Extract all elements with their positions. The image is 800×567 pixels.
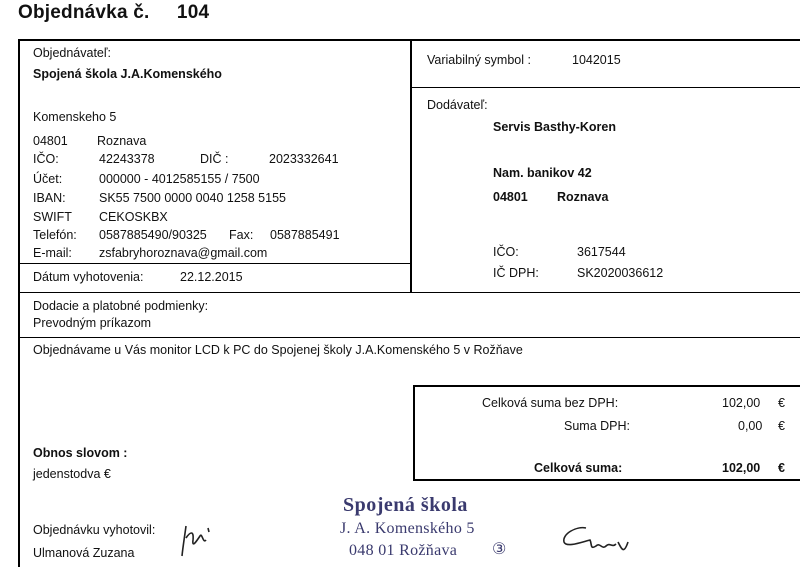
frame-mid <box>410 39 412 293</box>
stamp-street: J. A. Komenského 5 <box>340 520 475 537</box>
in-words-value: jedenstodva € <box>33 467 111 481</box>
orderer-swift: CEKOSKBX <box>99 210 168 224</box>
supplier-icdph-label: IČ DPH: <box>493 266 539 280</box>
orderer-phone-label: Telefón: <box>33 228 77 242</box>
grand-total-currency: € <box>778 461 785 475</box>
order-title <box>18 2 209 24</box>
issuer-signature-icon <box>176 518 216 558</box>
supplier-zip: 04801 <box>493 190 528 204</box>
orderer-dic-label: DIČ : <box>200 152 229 166</box>
orderer-iban-label: IBAN: <box>33 191 66 205</box>
orderer-fax: 0587885491 <box>270 228 340 242</box>
order-title-label: Objednávka č. <box>18 2 150 23</box>
supplier-icdph: SK2020036612 <box>577 266 664 280</box>
line-body <box>18 337 800 338</box>
vat-label: Suma DPH: <box>564 419 630 433</box>
terms-label: Dodacie a platobné podmienky: <box>33 299 209 313</box>
orderer-dic: 2023332641 <box>269 152 339 166</box>
order-body-text: Objednávame u Vás monitor LCD k PC do Spojenej školy J.A.Komenského 5 v Rožňave <box>33 343 523 357</box>
orderer-ico-label: IČO: <box>33 152 59 166</box>
stamp-name: Spojená škola <box>343 494 468 516</box>
orderer-email-label: E-mail: <box>33 246 72 260</box>
orderer-zip: 04801 <box>33 134 68 148</box>
supplier-ico: 3617544 <box>577 245 626 259</box>
supplier-street: Nam. banikov 42 <box>493 166 592 180</box>
in-words-label: Obnos slovom : <box>33 446 128 460</box>
orderer-fax-label: Fax: <box>229 228 254 242</box>
supplier-name: Servis Basthy-Koren <box>493 120 616 134</box>
net-total-value: 102,00 <box>722 396 761 410</box>
line-vs <box>410 87 800 88</box>
grand-total-value: 102,00 <box>722 461 761 475</box>
grand-total-label: Celková suma: <box>534 461 623 475</box>
variable-symbol-label: Variabilný symbol : <box>427 53 531 67</box>
orderer-email: zsfabryhoroznava@gmail.com <box>99 246 268 260</box>
supplier-city: Roznava <box>557 190 609 204</box>
supplier-ico-label: IČO: <box>493 245 519 259</box>
line-terms <box>18 292 800 293</box>
stamp-city: 048 01 Rožňava <box>349 542 458 559</box>
orderer-ucet: 000000 - 4012585155 / 7500 <box>99 172 260 186</box>
net-total-label: Celková suma bez DPH: <box>482 396 619 410</box>
frame-left <box>18 39 20 567</box>
issuer-label: Objednávku vyhotovil: <box>33 523 156 537</box>
order-number: 104 <box>176 2 210 23</box>
orderer-city: Roznava <box>97 134 147 148</box>
frame-top <box>18 39 800 41</box>
orderer-iban: SK55 7500 0000 0040 1258 5155 <box>99 191 286 205</box>
orderer-name: Spojená škola J.A.Komenského <box>33 67 222 81</box>
issuer-name: Ulmanová Zuzana <box>33 546 135 560</box>
vat-currency: € <box>778 419 785 433</box>
stamp-mark: ③ <box>492 541 507 558</box>
supplier-label: Dodávateľ: <box>427 98 488 112</box>
orderer-label: Objednávateľ: <box>33 46 112 60</box>
orderer-ico: 42243378 <box>99 152 155 166</box>
net-total-currency: € <box>778 396 785 410</box>
terms-value: Prevodným príkazom <box>33 316 152 330</box>
orderer-swift-label: SWIFT <box>33 210 72 224</box>
line-date <box>18 263 412 264</box>
director-signature-icon <box>556 520 636 560</box>
variable-symbol-value: 1042015 <box>572 53 621 67</box>
orderer-phone: 0587885490/90325 <box>99 228 207 242</box>
date-label: Dátum vyhotovenia: <box>33 270 144 284</box>
orderer-street: Komenskeho 5 <box>33 110 117 124</box>
vat-value: 0,00 <box>738 419 763 433</box>
orderer-ucet-label: Účet: <box>33 172 63 186</box>
date-value: 22.12.2015 <box>180 270 243 284</box>
